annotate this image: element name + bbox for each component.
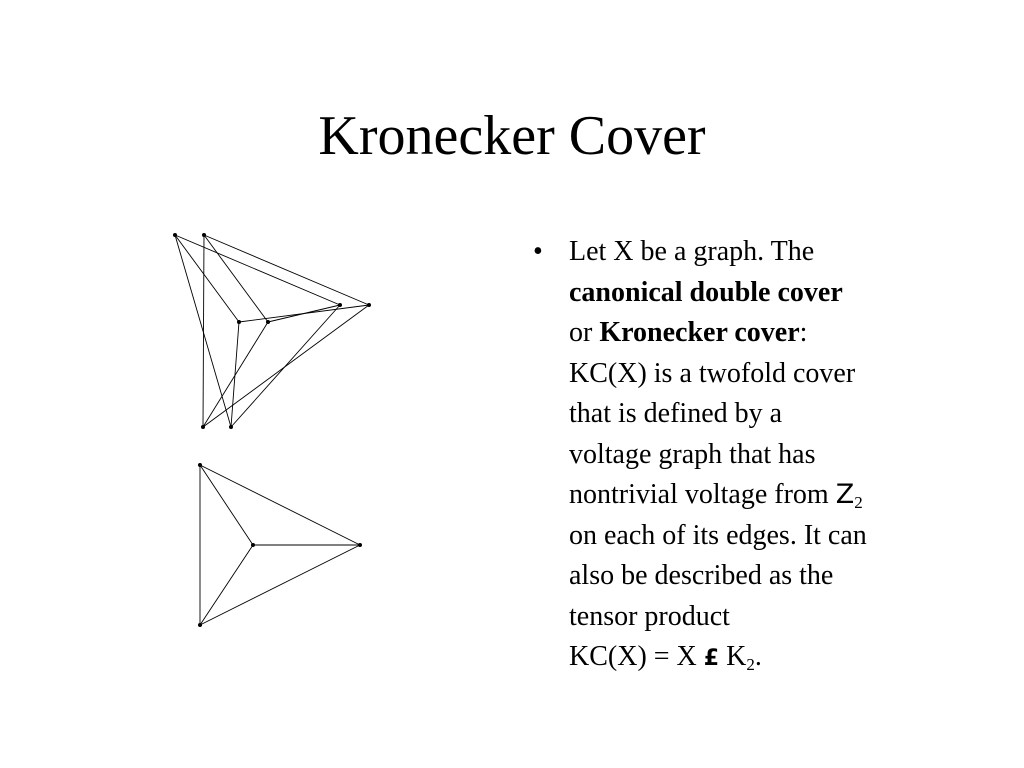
text-line: also be described as the xyxy=(569,560,834,591)
text-line: Let X be a graph. The xyxy=(569,236,815,267)
text-fragment: K xyxy=(719,641,747,672)
graph-vertex xyxy=(251,543,255,547)
graph-edge xyxy=(200,465,360,545)
graph-edge xyxy=(200,545,253,625)
text-line: on each of its edges. It can xyxy=(569,519,867,551)
text-fragment: . xyxy=(754,641,762,672)
integers-symbol: Z xyxy=(835,479,855,510)
text-line: that is defined by a xyxy=(569,398,783,429)
graph-vertex xyxy=(198,623,202,627)
text-fragment: : xyxy=(799,317,808,348)
text-line xyxy=(569,313,949,354)
text-line-bold: canonical double cover xyxy=(569,276,843,308)
bullet-text xyxy=(569,232,949,680)
graph-edge xyxy=(200,545,360,625)
text-fragment: KC(X) = X xyxy=(569,641,704,672)
text-fragment: nontrivial voltage from xyxy=(569,479,836,510)
subscript: 2 xyxy=(854,493,863,512)
graph-vertex xyxy=(358,543,362,547)
tensor-symbol: £ xyxy=(703,646,720,671)
slide-title: Kronecker Cover xyxy=(318,105,706,167)
graph-vertex xyxy=(198,463,202,467)
text-line xyxy=(569,475,949,516)
text-line: voltage graph that has xyxy=(569,438,816,470)
text-line: KC(X) is a twofold cover xyxy=(569,357,856,389)
subscript: 2 xyxy=(746,655,755,674)
text-line xyxy=(569,637,949,680)
text-line: tensor product xyxy=(569,600,730,632)
bullet-marker: • xyxy=(533,236,543,267)
text-fragment: or xyxy=(569,317,600,348)
text-fragment-bold: Kronecker cover xyxy=(599,317,800,348)
graph-edge xyxy=(200,465,253,545)
